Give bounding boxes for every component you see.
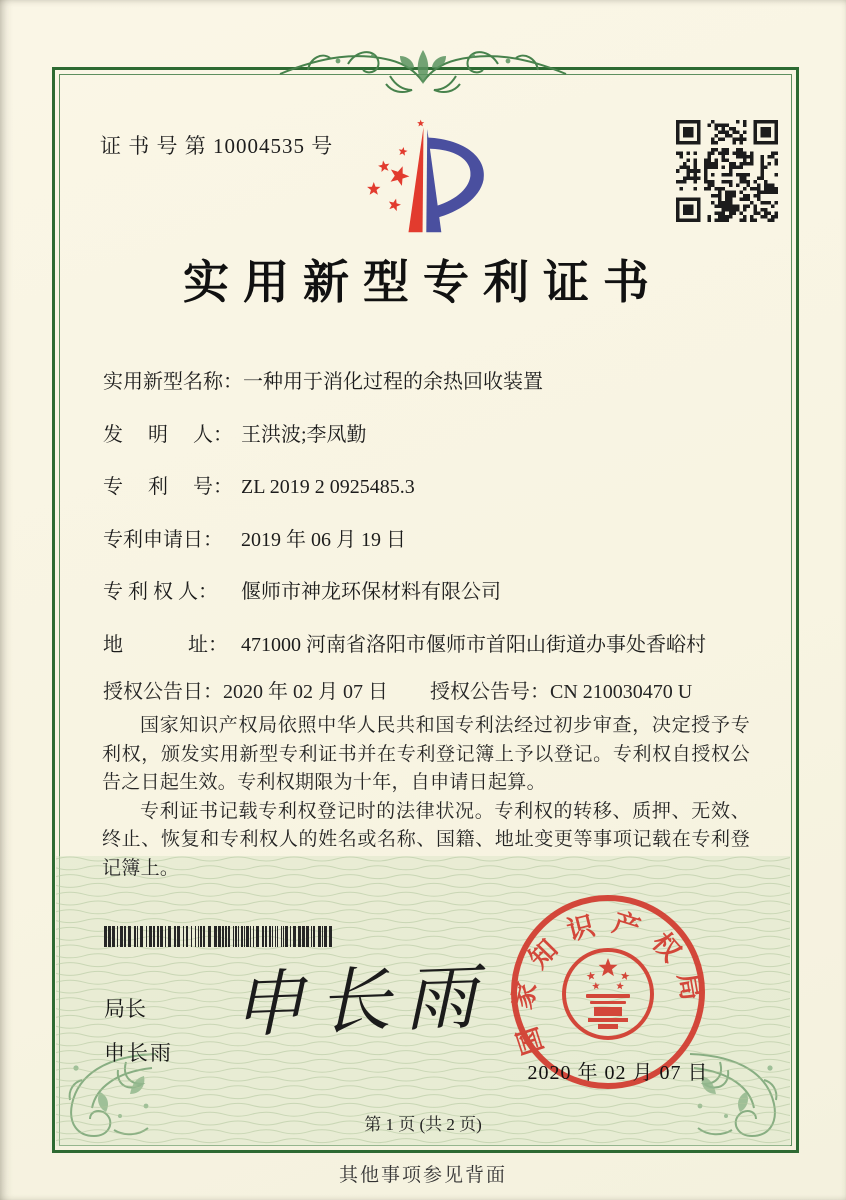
field-label: 地 址： (103, 633, 228, 656)
grant-date-label: 授权公告日： (103, 681, 223, 703)
qr-code (676, 120, 778, 222)
field-value: 王洪波;李凤勤 (241, 423, 367, 446)
field-label: 专 利 号： (103, 476, 233, 498)
field-value: 一种用于消化过程的余热回收装置 (243, 371, 543, 393)
certificate-fields (103, 368, 753, 683)
field-inventors (103, 421, 753, 449)
field-label: 专利申请日： (103, 528, 223, 551)
cnipa-logo-icon (346, 114, 516, 236)
back-side-note: 其他事项参见背面 (338, 1165, 507, 1186)
grant-date-value: 2020 年 02 月 07 日 (223, 681, 388, 703)
barcode (104, 926, 332, 947)
seal-ring-text: 国家知识产权局 (506, 906, 710, 1059)
field-invention-name (103, 368, 753, 396)
field-filing-date (103, 526, 753, 554)
director-name: 申长雨 (104, 1041, 173, 1065)
grant-number-pair (430, 678, 692, 706)
legal-text-block (102, 712, 750, 883)
page-number: 第 1 页 (共 2 页) (364, 1115, 482, 1134)
top-ornament-flourish-icon (278, 36, 568, 96)
field-value: ZL 2019 2 0925485.3 (241, 476, 415, 498)
director-block (104, 993, 173, 1067)
grant-row (103, 678, 753, 706)
grant-number-label: 授权公告号： (430, 681, 550, 703)
field-value: 2019 年 06 月 19 日 (241, 528, 406, 551)
legal-paragraph-2: 专利证书记载专利权登记时的法律状况。专利权的转移、质押、无效、终止、恢复和专利权人的姓名或名称、国籍、地址变更等事项记载在专利登记簿上。 (102, 800, 750, 879)
field-label: 发 明 人： (103, 423, 233, 446)
field-value: 偃师市神龙环保材料有限公司 (241, 581, 501, 603)
seal-national-emblem (564, 950, 652, 1038)
director-title: 局长 (104, 997, 146, 1021)
field-patentee (103, 578, 753, 606)
field-address (103, 631, 753, 659)
certificate-title: 实用新型专利证书 (183, 257, 663, 308)
director-signature: 申长雨 (230, 957, 492, 1047)
grant-number-value: CN 210030470 U (550, 681, 693, 703)
field-value: 471000 河南省洛阳市偃师市首阳山街道办事处香峪村 (241, 633, 706, 656)
field-patent-number (103, 473, 753, 501)
certificate-number: 证 书 号 第 10004535 号 (100, 134, 334, 158)
seal-date: 2020 年 02 月 07 日 (527, 1062, 709, 1084)
field-label: 专 利 权 人： (103, 581, 218, 603)
field-label: 实用新型名称： (103, 371, 243, 393)
legal-paragraph-1: 国家知识产权局依照中华人民共和国专利法经过初步审查，决定授予专利权，颁发实用新型专利证书并在专利登记簿上予以登记。专利权自授权公告之日起生效。专利权期限为十年，自申请日起算。 (102, 715, 750, 793)
logo-spike-red (408, 127, 423, 232)
